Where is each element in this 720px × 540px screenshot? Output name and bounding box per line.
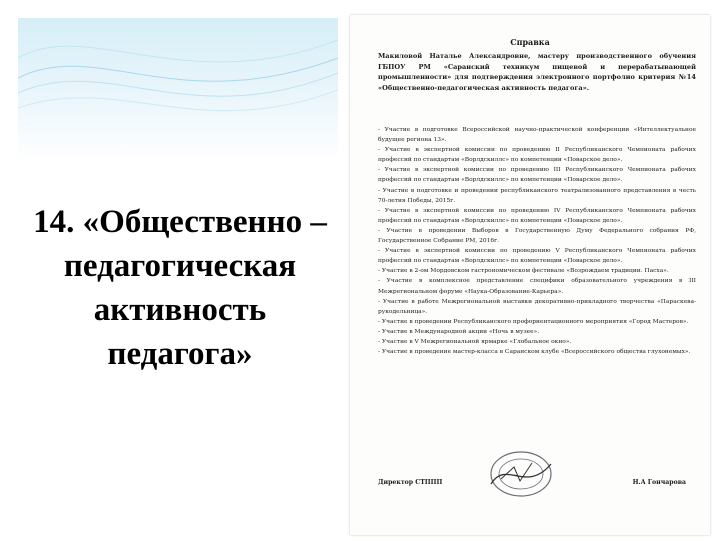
stamp-seal-icon: [486, 449, 556, 499]
certificate-heading: Справка: [510, 37, 550, 47]
list-item: - Участие в подготовке и проведении республиканского театрализованного представления в честь 70-летия Победы, 2015г.: [378, 187, 696, 204]
list-item: - Участие в экспертной комиссии по проведению III Республиканского Чемпионата рабочих профессий по стандартам «Ворлдскиллс» по компетенции «Поварское дело».: [378, 167, 696, 184]
list-item: - Участие в проведении Республиканского профориентационного мероприятия «Город Мастеров».: [378, 318, 689, 325]
scanned-certificate: [350, 15, 710, 535]
list-item: - Участие в Международной акции «Ночь в музее».: [378, 328, 540, 335]
decorative-wave-band: [18, 18, 338, 160]
list-item: - Участие в экспертной комиссии по проведению IV Республиканского Чемпионата рабочих профессий по стандартам «Ворлдскиллс» по компетенции «Поварское дело».: [378, 207, 696, 224]
certificate-activity-list: [378, 125, 696, 357]
list-item: - Участие в работе Межрегиональной выставки декоративно-прикладного творчества «Параскева-рукодельница».: [378, 298, 696, 315]
director-title: Директор СТППП: [378, 479, 443, 486]
list-item: - Участие в комплексное представление специфики образовательного учреждения в III Межрегиональном форуме «Наука-Образование-Карьера».: [378, 278, 696, 295]
slide-title-line-4: педагога»: [107, 336, 253, 372]
wave-lines-graphic: [18, 18, 338, 160]
list-item: - Участие в 2-ом Мордовском гастрономическом фестивале «Возрождаем традиции. Пасха».: [378, 268, 669, 275]
slide-title-line-1: 14. «Общественно –: [33, 204, 327, 240]
list-item: - Участие в подготовке Всероссийской научно-практической конференции «Интеллектуальное будущее региона 13».: [378, 127, 696, 144]
certificate-signature-block: [378, 467, 696, 497]
slide-title-line-3: активность: [93, 292, 267, 328]
director-name: Н.А Гончарова: [632, 479, 686, 486]
slide-title-line-2: педагогическая: [63, 248, 297, 284]
list-item: - Участие в проведение мастер-класса в Саранском клубе «Всероссийского общества глухонемых».: [378, 349, 691, 356]
list-item: - Участие в проведении Выборов в Государственную Думу Федерального собрания РФ, Государственное Собрание РМ, 2016г.: [378, 227, 696, 245]
list-item: - Участие в V Межрегиональной ярмарке «Глобальное окно».: [378, 338, 572, 345]
list-item: - Участие в экспертной комиссии по проведению II Республиканского Чемпионата рабочих профессий по стандартам «Ворлдскиллс» по компетенции «Поварское дело».: [378, 147, 696, 164]
list-item: - Участие в экспертной комиссии по проведению V Республиканского Чемпионата рабочих профессий по стандартам «Ворлдскиллс» по компетенции «Поварское дело».: [378, 248, 696, 265]
certificate-intro: Макиловой Наталье Александровне, мастеру производственного обучения ГБПОУ РМ «Саранский техникум пищевой и перерабатывающей промышленности» для подтверждения электронного портфолио критерия №14 «Общественно-педагогическая активность педагога».: [378, 52, 696, 92]
slide-left-panel: [0, 0, 345, 540]
slide-title: [20, 200, 340, 376]
